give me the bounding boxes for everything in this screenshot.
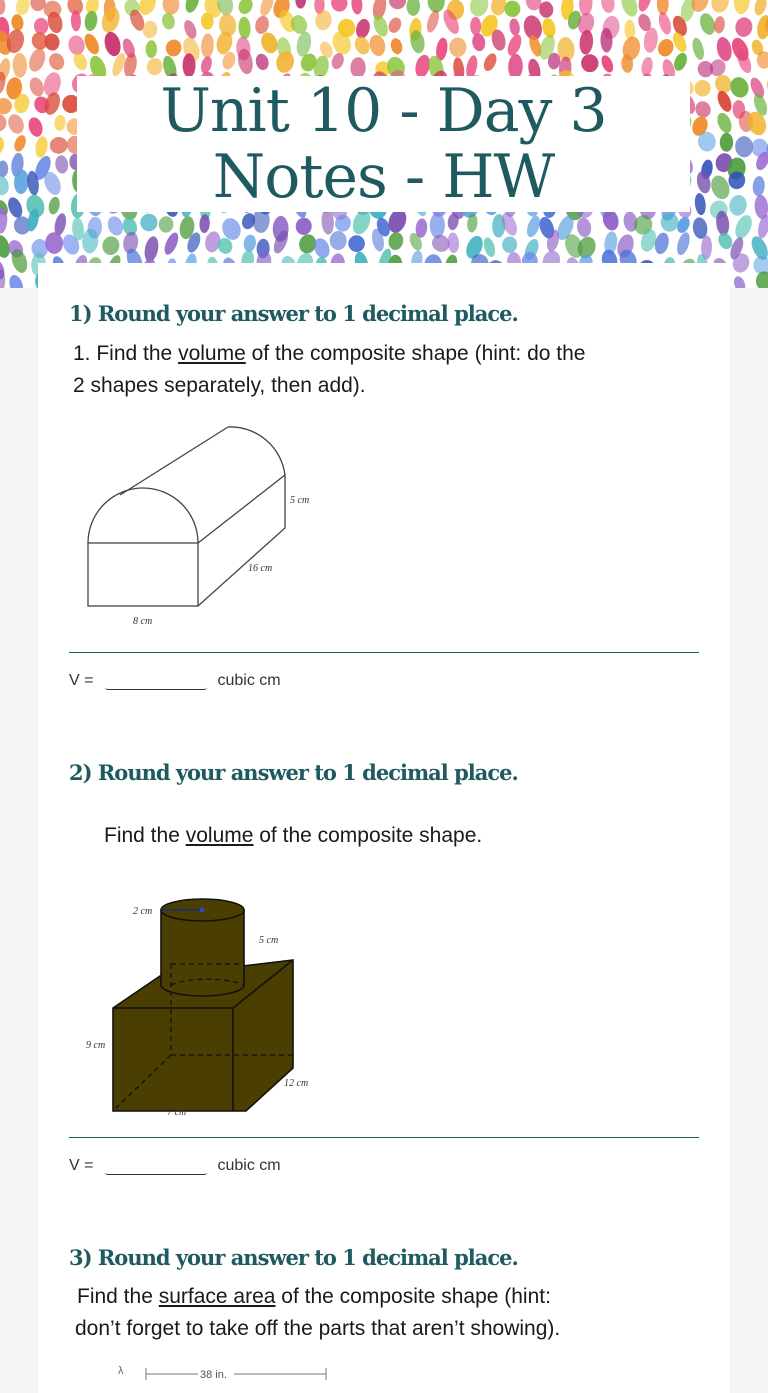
divider bbox=[69, 652, 699, 653]
page-title-line2: Notes - HW bbox=[212, 142, 555, 212]
question-1-prompt-line2: 2 shapes separately, then add). bbox=[73, 374, 366, 397]
page-title-line1: Unit 10 - Day 3 bbox=[160, 76, 607, 146]
prompt-text: of the composite shape (hint: do the bbox=[245, 342, 586, 365]
svg-text:λ: λ bbox=[118, 1365, 124, 1377]
prompt-underlined: surface area bbox=[158, 1285, 276, 1308]
volume-answer-input-2[interactable] bbox=[105, 1152, 207, 1175]
prompt-text: Find the bbox=[104, 824, 186, 847]
question-2-prompt bbox=[104, 820, 482, 852]
question-3-prompt-line2: don’t forget to take off the parts that aren’t showing). bbox=[75, 1317, 561, 1340]
label-9cm: 9 cm bbox=[86, 1040, 106, 1051]
figure-half-cylinder-prism bbox=[78, 413, 338, 638]
title-box bbox=[77, 76, 690, 212]
header-banner bbox=[0, 0, 768, 288]
label-12cm: 12 cm bbox=[284, 1078, 309, 1089]
label-16cm: 16 cm bbox=[248, 563, 273, 574]
label-8cm: 8 cm bbox=[133, 616, 153, 627]
question-1-heading: 1) Round your answer to 1 decimal place. bbox=[69, 301, 518, 326]
volume-answer-input-1[interactable] bbox=[105, 667, 207, 690]
label-2cm: 2 cm bbox=[133, 906, 153, 917]
question-2-heading: 2) Round your answer to 1 decimal place. bbox=[69, 760, 518, 785]
answer-label: V = bbox=[69, 672, 94, 689]
answer-unit: cubic cm bbox=[217, 1157, 281, 1174]
prompt-text: of the composite shape. bbox=[253, 824, 483, 847]
question-3-heading: 3) Round your answer to 1 decimal place. bbox=[69, 1245, 518, 1270]
answer-label: V = bbox=[69, 1157, 94, 1174]
figure-cylinder-on-prism bbox=[68, 893, 328, 1123]
label-5cm: 5 cm bbox=[290, 495, 310, 506]
answer-row-1 bbox=[69, 666, 281, 690]
prompt-text: Find the bbox=[77, 1285, 159, 1308]
worksheet-card bbox=[38, 263, 730, 1393]
figure-partial-shape bbox=[88, 1360, 348, 1380]
label-38in: 38 in. bbox=[200, 1369, 227, 1380]
question-3-prompt-line1 bbox=[77, 1281, 551, 1313]
prompt-text: 1. Find the bbox=[73, 342, 179, 365]
label-7cm: 7 cm bbox=[167, 1107, 187, 1118]
prompt-underlined: volume bbox=[178, 342, 246, 365]
answer-unit: cubic cm bbox=[217, 672, 281, 689]
prompt-text: of the composite shape (hint: bbox=[275, 1285, 551, 1308]
question-1-prompt-line1 bbox=[73, 338, 585, 370]
prompt-underlined: volume bbox=[185, 824, 254, 847]
answer-row-2 bbox=[69, 1151, 281, 1175]
divider bbox=[69, 1137, 699, 1138]
label-5cm: 5 cm bbox=[259, 935, 279, 946]
